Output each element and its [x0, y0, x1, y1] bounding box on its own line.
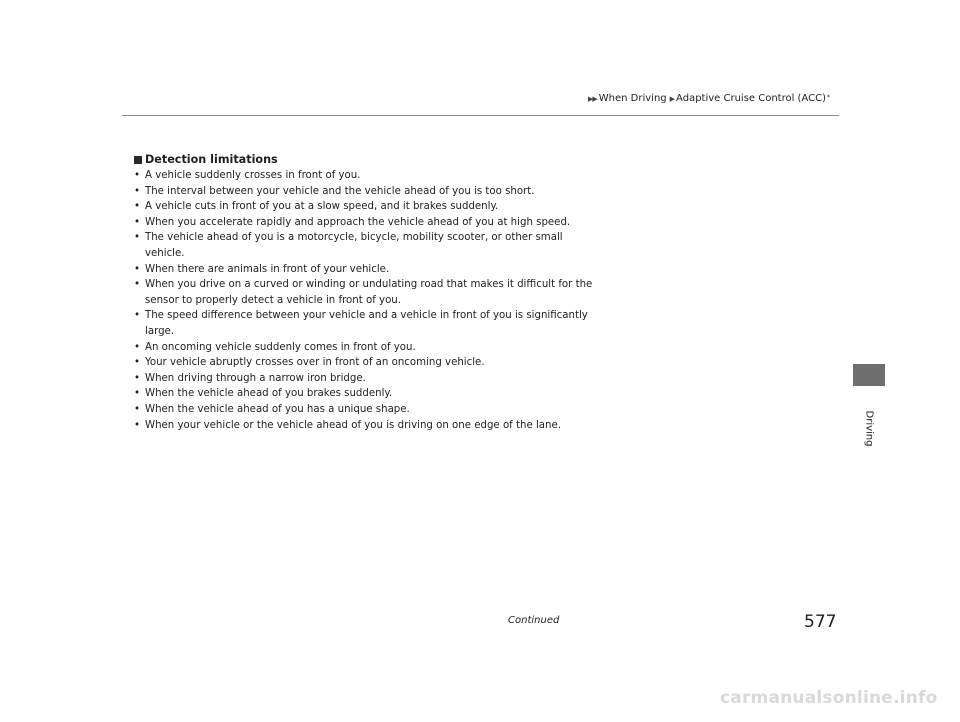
list-item-text: When driving through a narrow iron bridge. [145, 372, 366, 384]
list-item-text: The speed difference between your vehicle and a vehicle in front of you is significantly large. [145, 310, 588, 337]
section-heading-text: Detection limitations [145, 153, 278, 166]
square-bullet-icon [134, 156, 142, 164]
breadcrumb [588, 93, 830, 104]
bullet-icon: • [134, 341, 141, 353]
list-item-text: When there are animals in front of your vehicle. [145, 263, 390, 275]
list-item-text: The vehicle ahead of you is a motorcycle, bicycle, mobility scooter, or other small vehicle. [145, 232, 563, 259]
list-item-text: An oncoming vehicle suddenly comes in front of you. [145, 341, 416, 353]
breadcrumb-item-when-driving[interactable]: When Driving [598, 93, 667, 104]
list-item [134, 262, 594, 278]
bullet-icon: • [134, 310, 141, 322]
option-marker: * [827, 94, 830, 101]
list-item-text: When the vehicle ahead of you brakes suddenly. [145, 388, 393, 400]
list-item [134, 340, 594, 356]
list-item [134, 215, 594, 231]
list-item-text: When you drive on a curved or winding or undulating road that makes it difficult for the sensor to properly detect a vehicle in front of you. [145, 279, 593, 306]
bullet-icon: • [134, 279, 141, 291]
watermark: carmanualsonline.info [720, 688, 938, 708]
bullet-icon: • [134, 201, 141, 213]
bullet-icon: • [134, 372, 141, 384]
header-divider [122, 115, 839, 116]
bullet-icon: • [134, 232, 141, 244]
list-item [134, 386, 594, 402]
bullet-icon: • [134, 357, 141, 369]
main-content [134, 152, 594, 433]
bullet-icon: • [134, 170, 141, 181]
list-item [134, 371, 594, 387]
list-item [134, 418, 594, 434]
list-item [134, 402, 594, 418]
arrow-icon: ▶▶ [588, 94, 597, 103]
list-item [134, 355, 594, 371]
list-item [134, 168, 594, 184]
list-item-text: Your vehicle abruptly crosses over in front of an oncoming vehicle. [145, 357, 485, 369]
limitations-list [134, 168, 594, 433]
continued-note: Continued [508, 615, 560, 626]
section-heading [134, 152, 594, 168]
list-item [134, 184, 594, 200]
list-item-text: The interval between your vehicle and the vehicle ahead of you is too short. [145, 185, 535, 197]
chapter-tab[interactable] [853, 364, 885, 386]
list-item-text: When the vehicle ahead of you has a unique shape. [145, 403, 410, 415]
bullet-icon: • [134, 419, 141, 431]
list-item-text: When you accelerate rapidly and approach the vehicle ahead of you at high speed. [145, 216, 571, 228]
bullet-icon: • [134, 216, 141, 228]
bullet-icon: • [134, 403, 141, 415]
arrow-icon: ▶ [669, 94, 675, 103]
list-item-text: A vehicle cuts in front of you at a slow speed, and it brakes suddenly. [145, 201, 499, 213]
list-item [134, 308, 594, 339]
chapter-label-text: Driving [863, 410, 875, 446]
bullet-icon: • [134, 185, 141, 197]
bullet-icon: • [134, 263, 141, 275]
bullet-icon: • [134, 388, 141, 400]
breadcrumb-item-acc[interactable]: Adaptive Cruise Control (ACC) [676, 93, 826, 104]
list-item-text: When your vehicle or the vehicle ahead of you is driving on one edge of the lane. [145, 419, 561, 431]
list-item-text: A vehicle suddenly crosses in front of you. [145, 170, 361, 181]
chapter-label [854, 408, 884, 448]
list-item [134, 277, 594, 308]
list-item [134, 199, 594, 215]
page-number: 577 [804, 612, 837, 632]
list-item [134, 230, 594, 261]
